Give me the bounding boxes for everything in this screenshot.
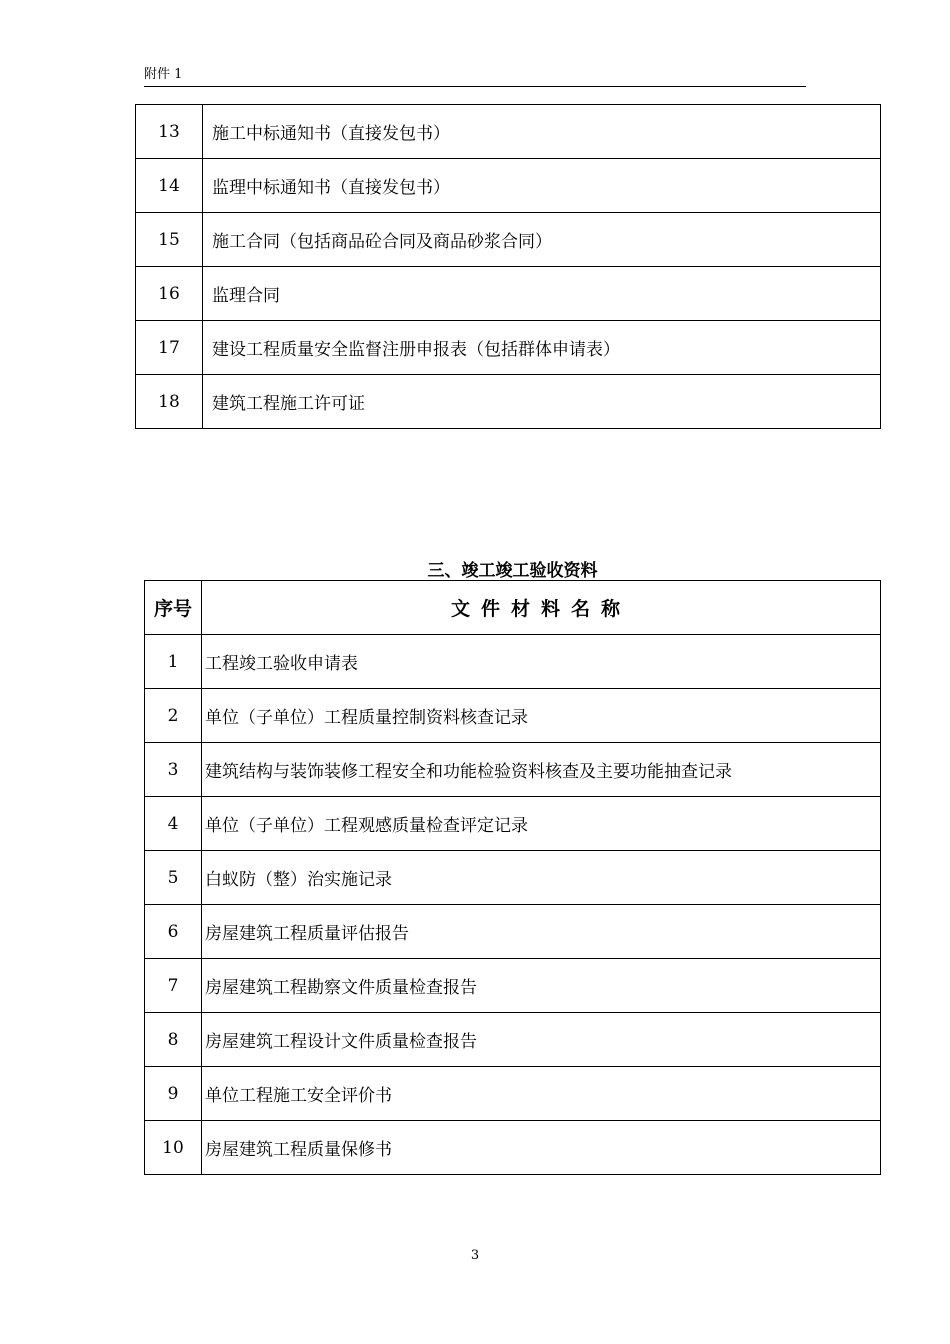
row-document-name: 工程竣工验收申请表 bbox=[202, 635, 881, 689]
row-document-name: 建设工程质量安全监督注册申报表（包括群体申请表） bbox=[203, 321, 881, 375]
page-number: 3 bbox=[470, 1248, 480, 1263]
table-row bbox=[136, 321, 881, 375]
table-row bbox=[145, 743, 881, 797]
row-document-name: 房屋建筑工程设计文件质量检查报告 bbox=[202, 1013, 881, 1067]
row-number: 15 bbox=[136, 213, 203, 267]
section-title: 三、竣工竣工验收资料 bbox=[427, 561, 598, 581]
row-document-name: 建筑工程施工许可证 bbox=[203, 375, 881, 429]
table-row bbox=[145, 689, 881, 743]
row-document-name: 监理合同 bbox=[203, 267, 881, 321]
table-row bbox=[145, 797, 881, 851]
column-header-number: 序号 bbox=[145, 581, 202, 635]
table-row bbox=[145, 635, 881, 689]
row-number: 8 bbox=[145, 1013, 202, 1067]
table-row bbox=[136, 267, 881, 321]
row-number: 4 bbox=[145, 797, 202, 851]
table-row bbox=[136, 213, 881, 267]
documents-table-continued bbox=[135, 104, 881, 429]
row-document-name: 监理中标通知书（直接发包书） bbox=[203, 159, 881, 213]
row-document-name: 施工中标通知书（直接发包书） bbox=[203, 105, 881, 159]
table-header-row bbox=[145, 581, 881, 635]
table-row bbox=[145, 1067, 881, 1121]
row-document-name: 白蚁防（整）治实施记录 bbox=[202, 851, 881, 905]
row-document-name: 房屋建筑工程勘察文件质量检查报告 bbox=[202, 959, 881, 1013]
row-document-name: 单位工程施工安全评价书 bbox=[202, 1067, 881, 1121]
row-document-name: 房屋建筑工程质量评估报告 bbox=[202, 905, 881, 959]
row-number: 16 bbox=[136, 267, 203, 321]
row-document-name: 施工合同（包括商品砼合同及商品砂浆合同） bbox=[203, 213, 881, 267]
table-row bbox=[145, 851, 881, 905]
row-document-name: 房屋建筑工程质量保修书 bbox=[202, 1121, 881, 1175]
row-number: 14 bbox=[136, 159, 203, 213]
row-number: 18 bbox=[136, 375, 203, 429]
table-row bbox=[136, 159, 881, 213]
row-number: 6 bbox=[145, 905, 202, 959]
row-number: 2 bbox=[145, 689, 202, 743]
row-number: 5 bbox=[145, 851, 202, 905]
header-label: 附件 1 bbox=[144, 67, 183, 82]
table-row bbox=[145, 905, 881, 959]
row-number: 13 bbox=[136, 105, 203, 159]
row-number: 1 bbox=[145, 635, 202, 689]
table-row bbox=[145, 959, 881, 1013]
row-document-name: 单位（子单位）工程观感质量检查评定记录 bbox=[202, 797, 881, 851]
completion-acceptance-table bbox=[144, 580, 881, 1175]
row-number: 10 bbox=[145, 1121, 202, 1175]
row-number: 7 bbox=[145, 959, 202, 1013]
table-row bbox=[136, 105, 881, 159]
row-number: 9 bbox=[145, 1067, 202, 1121]
row-document-name: 建筑结构与装饰装修工程安全和功能检验资料核查及主要功能抽查记录 bbox=[202, 743, 881, 797]
table-row bbox=[136, 375, 881, 429]
table-row bbox=[145, 1013, 881, 1067]
table-row bbox=[145, 1121, 881, 1175]
page-header bbox=[144, 66, 806, 87]
row-number: 3 bbox=[145, 743, 202, 797]
column-header-name: 文件材料名称 bbox=[202, 581, 881, 635]
row-number: 17 bbox=[136, 321, 203, 375]
row-document-name: 单位（子单位）工程质量控制资料核查记录 bbox=[202, 689, 881, 743]
